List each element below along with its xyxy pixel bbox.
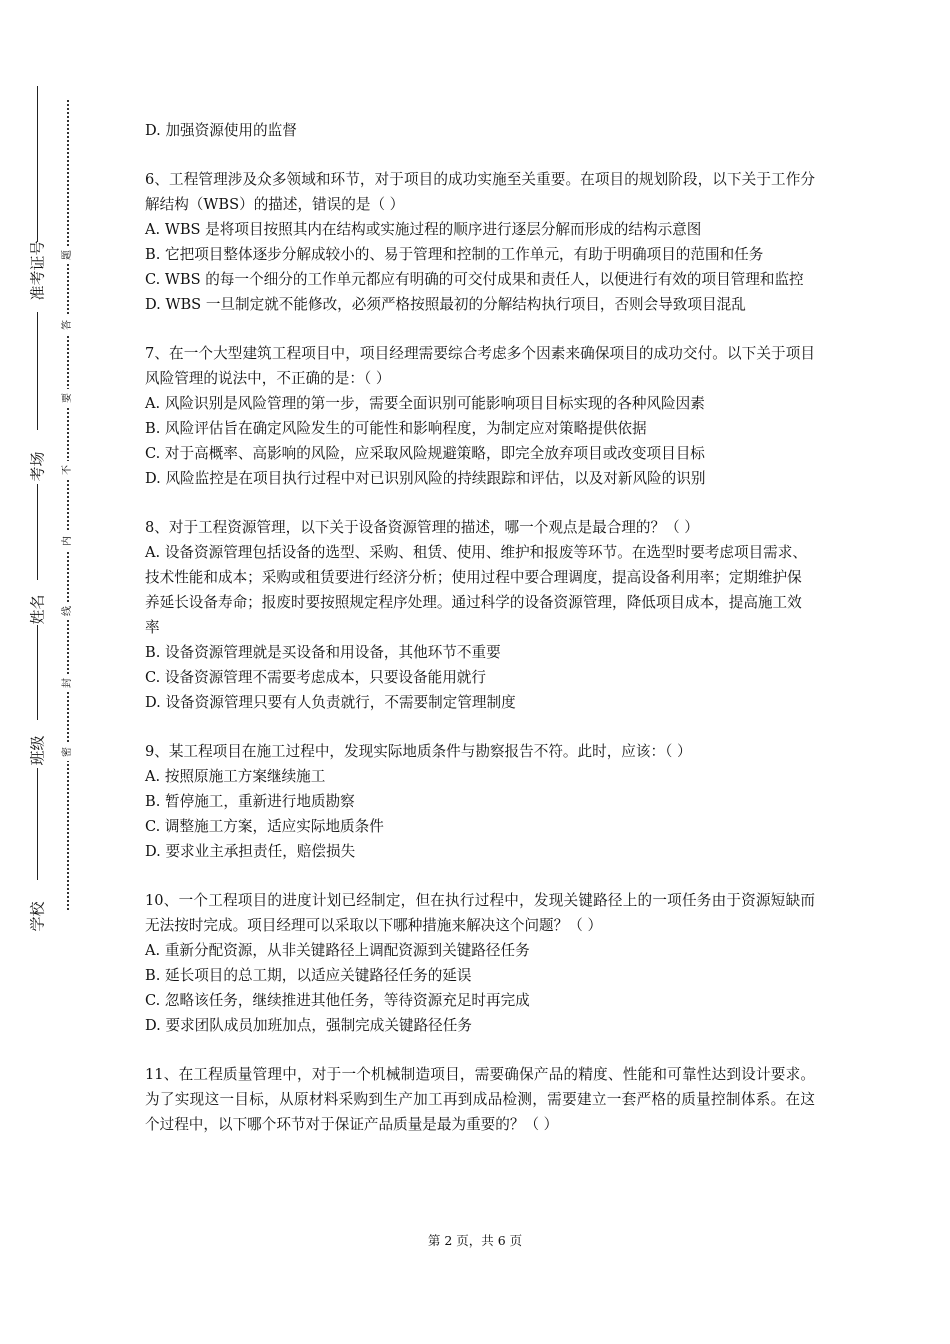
question-option: D. 设备资源管理只要有人负责就行，不需要制定管理制度 — [145, 694, 516, 711]
question-block — [145, 888, 815, 1038]
question-option: D. 加强资源使用的监督 — [145, 122, 297, 139]
seal-char: 封 — [61, 674, 75, 692]
question-option: A. 重新分配资源，从非关键路径上调配资源到关键路径任务 — [145, 942, 530, 959]
class-label: 班级 — [28, 735, 47, 766]
question-option: C. 设备资源管理不需要考虑成本，只要设备能用就行 — [145, 669, 486, 686]
name-line — [37, 625, 38, 720]
question-stem: 6、工程管理涉及众多领域和环节，对于项目的成功实施至关重要。在项目的规划阶段，以下关于工作分解结构（WBS）的描述，错误的是（ ） — [145, 171, 815, 213]
question-block — [145, 118, 815, 143]
question-block — [145, 515, 815, 715]
seal-char: 不 — [61, 461, 75, 479]
question-option: A. 按照原施工方案继续施工 — [145, 768, 326, 785]
question-stem: 9、某工程项目在施工过程中，发现实际地质条件与勘察报告不符。此时，应该：（ ） — [145, 743, 692, 760]
question-block — [145, 341, 815, 491]
seal-dotted-line — [67, 100, 69, 910]
seal-char: 内 — [61, 532, 75, 550]
question-stem: 8、对于工程资源管理，以下关于设备资源管理的描述，哪一个观点是最合理的？（ ） — [145, 519, 699, 536]
question-option: C. WBS 的每一个细分的工作单元都应有明确的可交付成果和责任人，以便进行有效的项目管理和监控 — [145, 271, 804, 288]
exam-number-line — [37, 86, 38, 242]
seal-char: 线 — [61, 602, 75, 620]
question-stem: 11、在工程质量管理中，对于一个机械制造项目，需要确保产品的精度、性能和可靠性达到设计要求。为了实现这一目标，从原材料采购到生产加工再到成品检测，需要建立一套严格的质量控制体系。在这个过程中，以下哪个环节对于保证产品质量是最为重要的？（ ） — [145, 1066, 815, 1133]
seal-char: 密 — [61, 743, 75, 761]
exam-number-line — [37, 312, 38, 430]
question-option: D. 风险监控是在项目执行过程中对已识别风险的持续跟踪和评估，以及对新风险的识别 — [145, 470, 706, 487]
question-option: D. 要求业主承担责任，赔偿损失 — [145, 843, 356, 860]
question-option: C. 调整施工方案，适应实际地质条件 — [145, 818, 384, 835]
question-stem: 10、一个工程项目的进度计划已经制定，但在执行过程中，发现关键路径上的一项任务由于资源短缺而无法按时完成。项目经理可以采取以下哪种措施来解决这个问题？（ ） — [145, 892, 815, 934]
question-block — [145, 1062, 815, 1137]
question-option: C. 忽略该任务，继续推进其他任务，等待资源充足时再完成 — [145, 992, 530, 1009]
seal-char: 题 — [61, 246, 75, 264]
name-label: 姓名 — [28, 594, 47, 625]
exam-number-label: 准考证号 — [28, 240, 47, 301]
school-label: 学校 — [28, 901, 47, 932]
binding-margin — [0, 0, 110, 1344]
question-option: A. WBS 是将项目按照其内在结构或实施过程的顺序进行逐层分解而形成的结构示意图 — [145, 221, 702, 238]
exam-room-label: 考场 — [28, 451, 47, 482]
class-line — [37, 768, 38, 880]
seal-char: 要 — [61, 389, 75, 407]
question-block — [145, 167, 815, 317]
exam-room-line — [37, 484, 38, 580]
question-option: A. 设备资源管理包括设备的选型、采购、租赁、使用、维护和报废等环节。在选型时要考虑项目需求、技术性能和成本；采购或租赁要进行经济分析；使用过程中要合理调度，提高设备利用率；定期维护保养延长设备寿命；报废时要按照规定程序处理。通过科学的设备资源管理，降低项目成本，提高施工效率 — [145, 544, 807, 636]
question-stem: 7、在一个大型建筑工程项目中，项目经理需要综合考虑多个因素来确保项目的成功交付。以下关于项目风险管理的说法中，不正确的是：（ ） — [145, 345, 815, 387]
question-option: B. 延长项目的总工期，以适应关键路径任务的延误 — [145, 967, 472, 984]
seal-char: 答 — [61, 316, 75, 334]
question-option: D. WBS 一旦制定就不能修改，必须严格按照最初的分解结构执行项目，否则会导致项目混乱 — [145, 296, 746, 313]
exam-content — [145, 118, 815, 1161]
question-option: C. 对于高概率、高影响的风险，应采取风险规避策略，即完全放弃项目或改变项目目标 — [145, 445, 705, 462]
question-option: B. 它把项目整体逐步分解成较小的、易于管理和控制的工作单元，有助于明确项目的范围和任务 — [145, 246, 764, 263]
question-option: A. 风险识别是风险管理的第一步，需要全面识别可能影响项目目标实现的各种风险因素 — [145, 395, 705, 412]
question-option: B. 暂停施工，重新进行地质勘察 — [145, 793, 355, 810]
question-option: B. 设备资源管理就是买设备和用设备，其他环节不重要 — [145, 644, 501, 661]
question-option: D. 要求团队成员加班加点，强制完成关键路径任务 — [145, 1017, 472, 1034]
page-number-footer: 第 2 页，共 6 页 — [427, 1233, 523, 1248]
question-option: B. 风险评估旨在确定风险发生的可能性和影响程度，为制定应对策略提供依据 — [145, 420, 647, 437]
question-block — [145, 739, 815, 864]
